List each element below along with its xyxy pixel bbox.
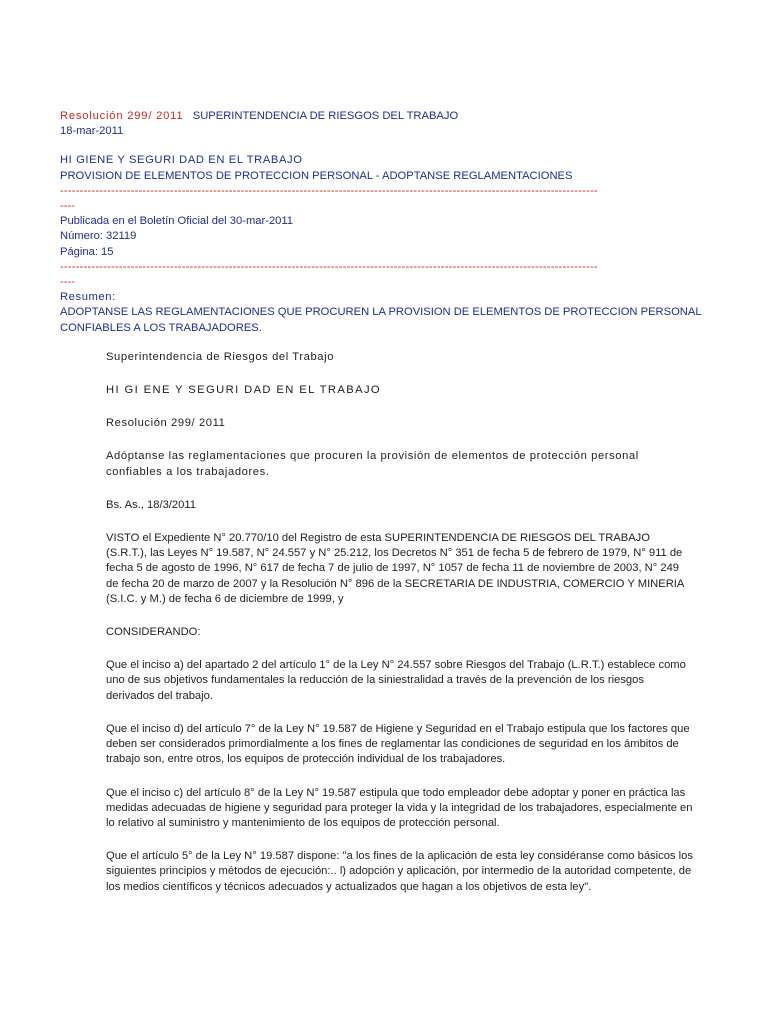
separator: ----------------------------------------------------------------------------------------------------------------------------------------- — [60, 260, 598, 273]
publication-date: Publicada en el Boletín Oficial del 30-mar-2011 — [60, 215, 293, 228]
separator-tail: ---- — [60, 200, 75, 213]
resolution-date: 18-mar-2011 — [60, 125, 124, 138]
body-topic: HI GI ENE Y SEGURI DAD EN EL TRABAJO — [106, 384, 382, 397]
separator: ----------------------------------------------------------------------------------------------------------------------------------------- — [60, 184, 598, 197]
resolution-body — [106, 350, 694, 895]
body-visto-paragraph: VISTO el Expediente N° 20.770/10 del Registro de esta SUPERINTENDENCIA DE RIESGOS DEL TRABAJO (S.R.T.), las Leyes N° 19.587, N° 24.557 y N° 25.212, los Decretos N° 351 de fecha 5 de febrero de 1979, N° 911 de fecha 5 de agosto de 1996, N° 617 de fecha 7 de julio de 1997, N° 1057 de fecha 11 de noviembre de 2003, N° 249 de fecha 20 de marzo de 2007 y la Resolución N° 896 de la SECRETARIA DE INDUSTRIA, COMERCIO Y MINERIA (S.I.C. y M.) de fecha 6 de diciembre de 1999, y — [106, 532, 684, 605]
summary-text-line2: CONFIABLES A LOS TRABAJADORES. — [60, 321, 262, 334]
body-paragraph-1: Que el inciso a) del apartado 2 del artículo 1° de la Ley N° 24.557 sobre Riesgos del Trabajo (L.R.T.) establece como uno de sus objetivos fundamentales la reducción de la siniestralidad a través de la prevención de los riesgos derivados del trabajo. — [106, 659, 686, 702]
subtopic-heading: PROVISION DE ELEMENTOS DE PROTECCION PERSONAL - ADOPTANSE REGLAMENTACIONES — [60, 169, 573, 182]
body-place-date: Bs. As., 18/3/2011 — [106, 498, 196, 511]
summary-label: Resumen: — [60, 291, 116, 304]
body-agency: Superintendencia de Riesgos del Trabajo — [106, 350, 335, 363]
body-paragraph-4: Que el artículo 5° de la Ley N° 19.587 dispone: "a los fines de la aplicación de esta ley considéranse como básicos los siguientes principios y métodos de ejecución:.. l) adopción y aplicación, por intermedio de la autoridad competente, de los medios científicos y técnicos adecuados y actualizados que hagan a los objetivos de esta ley". — [106, 850, 693, 893]
body-paragraph-2: Que el inciso d) del artículo 7° de la Ley N° 19.587 de Higiene y Seguridad en el Trabajo estipula que los factores que deben ser considerados primordialmente a los fines de reglamentar las condiciones de seguridad en los ámbitos de trabajo son, entre otros, los equipos de protección individual de los trabajadores. — [106, 722, 690, 766]
publication-page: Página: 15 — [60, 245, 114, 258]
topic-heading: HI GIENE Y SEGURI DAD EN EL TRABAJO — [60, 154, 303, 167]
body-considerando: CONSIDERANDO: — [106, 626, 201, 639]
summary-text-line1: ADOPTANSE LAS REGLAMENTACIONES QUE PROCUREN LA PROVISION DE ELEMENTOS DE PROTECCION PERSONAL — [60, 306, 702, 319]
agency-name: SUPERINTENDENCIA DE RIESGOS DEL TRABAJO — [192, 110, 459, 122]
publication-number: Número: 32119 — [60, 230, 137, 243]
body-resolution: Resolución 299/ 2011 — [106, 417, 226, 430]
body-adopt-paragraph: Adóptanse las reglamentaciones que procuren la provisión de elementos de protección personal confiables a los trabajadores. — [106, 450, 639, 478]
separator-tail: ---- — [60, 276, 75, 289]
document-page — [60, 109, 708, 913]
body-paragraph-3: Que el inciso c) del artículo 8° de la Ley N° 19.587 estipula que todo empleador debe adoptar y poner en práctica las medidas adecuadas de higiene y seguridad para proteger la vida y la integridad de los trabajadores, especialmente en lo relativo al suministro y mantenimiento de los equipos de protección personal. — [106, 786, 693, 829]
header-line — [60, 109, 708, 124]
resolution-number: Resolución 299/ 2011 — [60, 110, 184, 122]
